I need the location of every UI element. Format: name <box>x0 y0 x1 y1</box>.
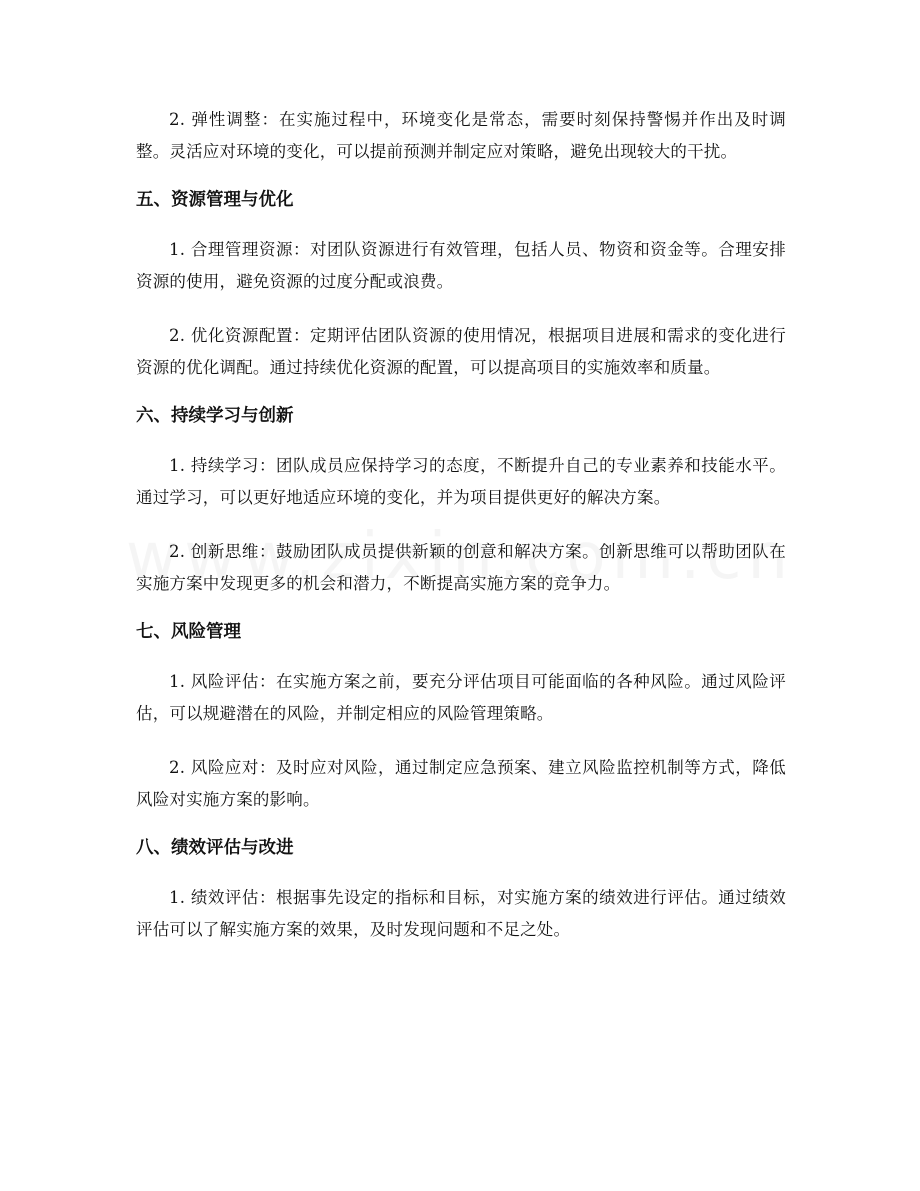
paragraph-innovative-thinking: 2. 创新思维：鼓励团队成员提供新颖的创意和解决方案。创新思维可以帮助团队在实施方案中发现更多的机会和潜力，不断提高实施方案的竞争力。 <box>136 542 786 593</box>
paragraph-performance-evaluation: 1. 绩效评估：根据事先设定的指标和目标，对实施方案的绩效进行评估。通过绩效评估可以了解实施方案的效果，及时发现问题和不足之处。 <box>136 888 786 939</box>
paragraph-manage-resources: 1. 合理管理资源：对团队资源进行有效管理，包括人员、物资和资金等。合理安排资源的使用，避免资源的过度分配或浪费。 <box>136 240 786 291</box>
section-heading-risk-management: 七、风险管理 <box>136 622 241 642</box>
document-body <box>136 104 786 946</box>
paragraph-risk-response: 2. 风险应对：及时应对风险，通过制定应急预案、建立风险监控机制等方式，降低风险对实施方案的影响。 <box>136 758 786 809</box>
section-heading-performance: 八、绩效评估与改进 <box>136 838 294 858</box>
paragraph-optimize-allocation: 2. 优化资源配置：定期评估团队资源的使用情况，根据项目进展和需求的变化进行资源的优化调配。通过持续优化资源的配置，可以提高项目的实施效率和质量。 <box>136 326 786 377</box>
paragraph-risk-assessment: 1. 风险评估：在实施方案之前，要充分评估项目可能面临的各种风险。通过风险评估，可以规避潜在的风险，并制定相应的风险管理策略。 <box>136 672 786 723</box>
section-heading-learning-innovation: 六、持续学习与创新 <box>136 406 294 426</box>
paragraph-elastic-adjustment: 2. 弹性调整：在实施过程中，环境变化是常态，需要时刻保持警惕并作出及时调整。灵活应对环境的变化，可以提前预测并制定应对策略，避免出现较大的干扰。 <box>136 110 786 161</box>
paragraph-continuous-learning: 1. 持续学习：团队成员应保持学习的态度，不断提升自己的专业素养和技能水平。通过学习，可以更好地适应环境的变化，并为项目提供更好的解决方案。 <box>136 456 786 507</box>
section-heading-resource-management: 五、资源管理与优化 <box>136 190 294 210</box>
